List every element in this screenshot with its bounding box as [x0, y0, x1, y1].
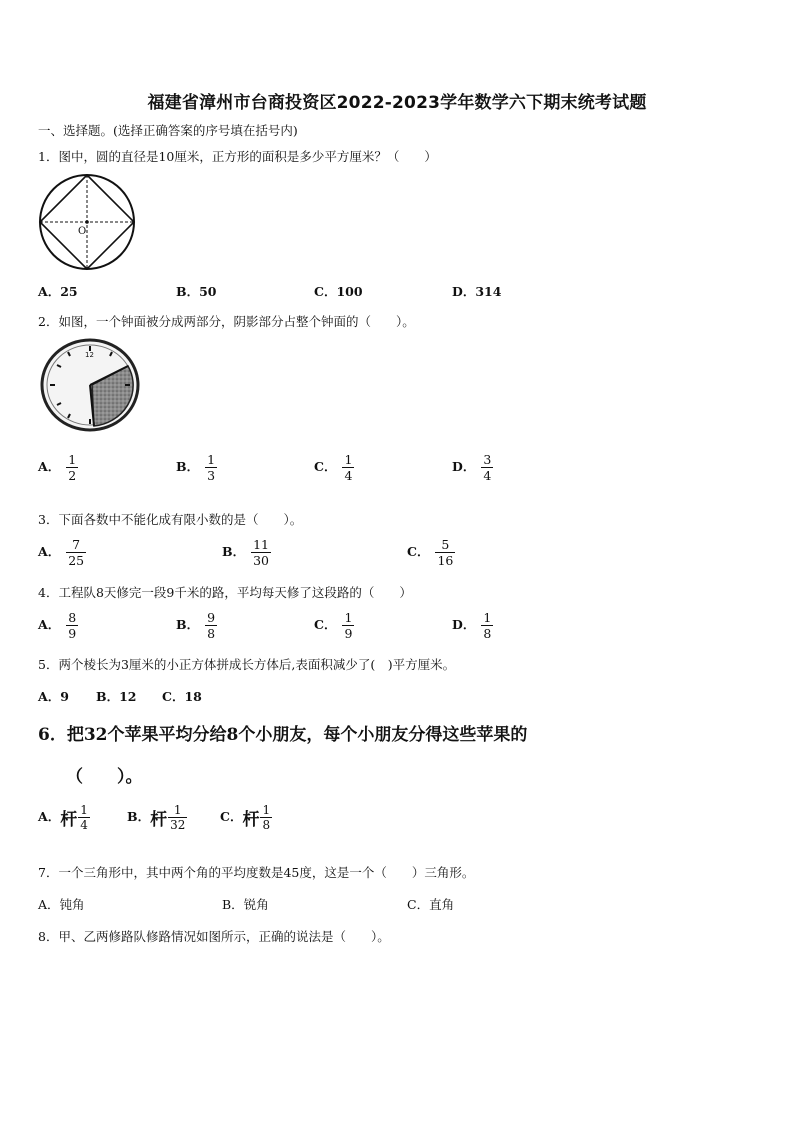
fraction	[168, 803, 187, 832]
denominator: 25	[68, 553, 85, 568]
option-text: 直角	[429, 897, 455, 912]
option-letter: A．	[38, 689, 61, 704]
denominator: 16	[437, 553, 454, 568]
fraction	[78, 803, 90, 832]
fraction	[481, 452, 493, 483]
option-prefix: 杆	[60, 810, 78, 830]
question-6-option-c[interactable]	[220, 803, 272, 832]
question-3-option-a[interactable]	[38, 537, 86, 568]
fraction	[435, 537, 455, 568]
section-heading: 一、选择题。(选择正确答案的序号填在括号内)	[38, 123, 298, 138]
question-3-option-b[interactable]	[222, 537, 271, 568]
numerator: 1	[262, 803, 271, 817]
question-2-option-d[interactable]	[452, 452, 493, 483]
question-5-stem: 5．两个棱长为3厘米的小正方体拼成长方体后,表面积减少了( )平方厘米。	[38, 657, 456, 672]
fraction	[66, 537, 86, 568]
clock-twelve-label: 12	[85, 351, 94, 359]
option-letter: C．	[314, 617, 337, 632]
option-prefix: 杆	[242, 810, 260, 830]
option-letter: D．	[452, 284, 476, 299]
numerator: 1	[344, 452, 353, 467]
question-2-option-c[interactable]	[314, 452, 354, 483]
question-4-option-d[interactable]	[452, 610, 493, 641]
option-letter: C．	[314, 459, 337, 474]
option-text: 12	[119, 689, 137, 704]
denominator: 4	[344, 468, 353, 483]
option-letter: B．	[127, 809, 151, 824]
page-title: 福建省漳州市台商投资区2022-2023学年数学六下期末统考试题	[147, 93, 647, 113]
option-letter: C．	[407, 897, 430, 912]
question-5-option-a[interactable]	[38, 687, 69, 705]
question-2-stem: 2．如图，一个钟面被分成两部分，阴影部分占整个钟面的（ ）。	[38, 314, 415, 329]
denominator: 8	[207, 626, 216, 641]
option-letter: C．	[162, 689, 185, 704]
option-letter: B．	[176, 284, 200, 299]
option-letter: B．	[96, 689, 120, 704]
fraction	[205, 452, 217, 483]
fraction	[260, 803, 272, 832]
option-letter: A．	[38, 617, 61, 632]
question-1-option-d[interactable]	[452, 282, 501, 300]
question-1-stem: 1．图中，圆的直径是10厘米，正方形的面积是多少平方厘米？（ ）	[38, 149, 437, 164]
option-text: 50	[199, 284, 217, 299]
fraction	[342, 610, 354, 641]
option-text: 18	[184, 689, 202, 704]
option-letter: B．	[176, 459, 200, 474]
option-text: 100	[336, 284, 363, 299]
center-label: O	[78, 226, 87, 237]
numerator: 1	[344, 610, 353, 625]
question-2-option-a[interactable]	[38, 452, 78, 483]
numerator: 3	[483, 452, 492, 467]
question-6-stem: 6．把32个苹果平均分给8个小朋友，每个小朋友分得这些苹果的	[38, 725, 528, 745]
denominator: 4	[80, 818, 88, 832]
question-4-option-c[interactable]	[314, 610, 354, 641]
question-1-option-b[interactable]	[176, 282, 216, 300]
circle-square-figure	[38, 173, 138, 273]
option-prefix: 杆	[150, 810, 168, 830]
question-7-option-c[interactable]	[407, 895, 454, 913]
fraction	[481, 610, 493, 641]
question-4-stem: 4．工程队8天修完一段9千米的路，平均每天修了这段路的（ ）	[38, 585, 412, 600]
numerator: 1	[207, 452, 216, 467]
question-4-option-b[interactable]	[176, 610, 217, 641]
option-letter: C．	[407, 544, 430, 559]
numerator: 9	[207, 610, 216, 625]
option-text: 9	[60, 689, 69, 704]
question-1-option-a[interactable]	[38, 282, 78, 300]
question-7-option-a[interactable]	[38, 895, 85, 913]
question-3-stem: 3．下面各数中不能化成有限小数的是（ ）。	[38, 512, 303, 527]
option-letter: A．	[38, 284, 61, 299]
option-letter: B．	[176, 617, 200, 632]
option-letter: D．	[452, 459, 476, 474]
option-letter: B．	[222, 897, 244, 912]
question-3-option-c[interactable]	[407, 537, 455, 568]
denominator: 32	[170, 818, 186, 832]
question-2-option-b[interactable]	[176, 452, 217, 483]
option-letter: A．	[38, 809, 61, 824]
question-5-option-c[interactable]	[162, 687, 202, 705]
question-8-stem: 8．甲、乙两修路队修路情况如图所示，正确的说法是（ ）。	[38, 929, 390, 944]
question-7-option-b[interactable]	[222, 895, 269, 913]
option-letter: A．	[38, 459, 61, 474]
numerator: 1	[168, 803, 187, 818]
fraction	[66, 452, 78, 483]
denominator: 9	[68, 626, 77, 641]
numerator: 1	[483, 610, 492, 625]
denominator: 8	[483, 626, 492, 641]
numerator: 11	[253, 537, 269, 552]
option-letter: D．	[452, 617, 476, 632]
option-letter: A．	[38, 544, 61, 559]
denominator: 4	[483, 468, 492, 483]
option-letter: A．	[38, 897, 60, 912]
question-4-option-a[interactable]	[38, 610, 78, 641]
question-6-option-b[interactable]	[127, 803, 187, 832]
option-text: 25	[60, 284, 78, 299]
fraction	[251, 537, 271, 568]
question-6-option-a[interactable]	[38, 803, 90, 832]
numerator: 1	[80, 803, 88, 817]
option-text: 锐角	[243, 897, 269, 912]
fraction	[66, 610, 78, 641]
fraction	[205, 610, 217, 641]
clock-figure	[40, 338, 140, 434]
numerator: 5	[435, 537, 455, 553]
option-letter: B．	[222, 544, 246, 559]
question-6-stem-line2: （ ）。	[66, 767, 143, 787]
question-1-option-c[interactable]	[314, 282, 363, 300]
fraction	[342, 452, 354, 483]
numerator: 1	[68, 452, 77, 467]
denominator: 3	[207, 468, 216, 483]
option-text: 钝角	[59, 897, 85, 912]
numerator: 8	[68, 610, 77, 625]
question-5-option-b[interactable]	[96, 687, 136, 705]
option-letter: C．	[314, 284, 337, 299]
numerator: 7	[66, 537, 86, 553]
denominator: 2	[68, 468, 77, 483]
denominator: 8	[262, 818, 271, 832]
option-text: 314	[475, 284, 502, 299]
question-7-stem: 7．一个三角形中，其中两个角的平均度数是45度，这是一个（ ）三角形。	[38, 865, 475, 880]
denominator: 9	[344, 626, 353, 641]
denominator: 30	[253, 553, 269, 568]
option-letter: C．	[220, 809, 243, 824]
